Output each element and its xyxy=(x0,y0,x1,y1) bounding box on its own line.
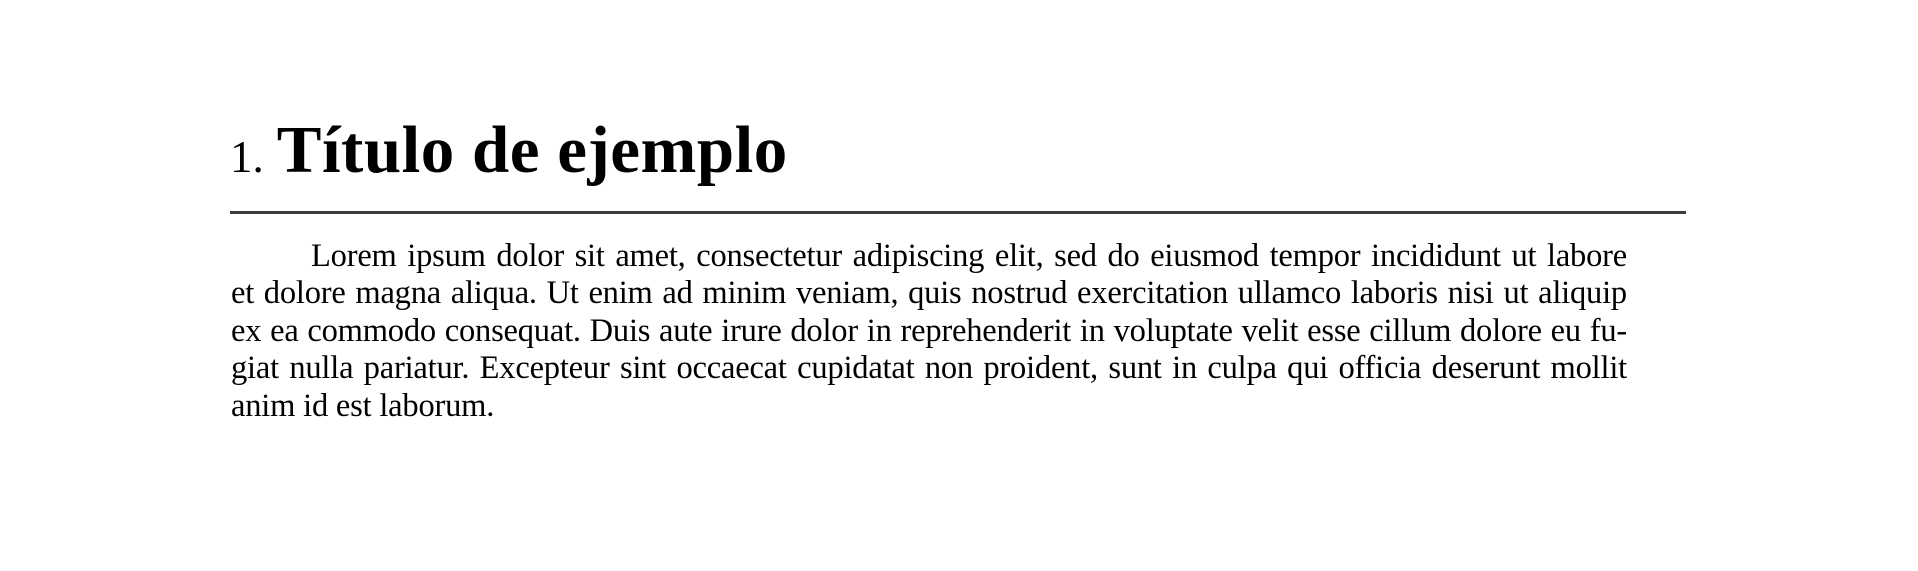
heading-rule xyxy=(230,211,1686,214)
paragraph-line: ex ea commodo consequat. Duis aute irure dolor in reprehenderit in voluptate velit esse cillum dolore eu fu- xyxy=(231,312,1627,349)
paragraph-line: et dolore magna aliqua. Ut enim ad minim veniam, quis nostrud exercitation ullamco laboris nisi ut aliquip xyxy=(231,275,1627,312)
section-number: 1. xyxy=(230,132,264,182)
paragraph-line: Lorem ipsum dolor sit amet, consectetur adipiscing elit, sed do eiusmod tempor incididunt ut labore xyxy=(311,238,1627,274)
paragraph-line: giat nulla pariatur. Excepteur sint occaecat cupidatat non proident, sunt in culpa qui officia deserunt mollit xyxy=(231,350,1627,387)
section-title: Título de ejemplo xyxy=(276,113,788,187)
body-paragraph xyxy=(231,238,1627,425)
section-heading xyxy=(230,113,788,187)
paragraph-line: anim id est laborum. xyxy=(231,387,495,424)
